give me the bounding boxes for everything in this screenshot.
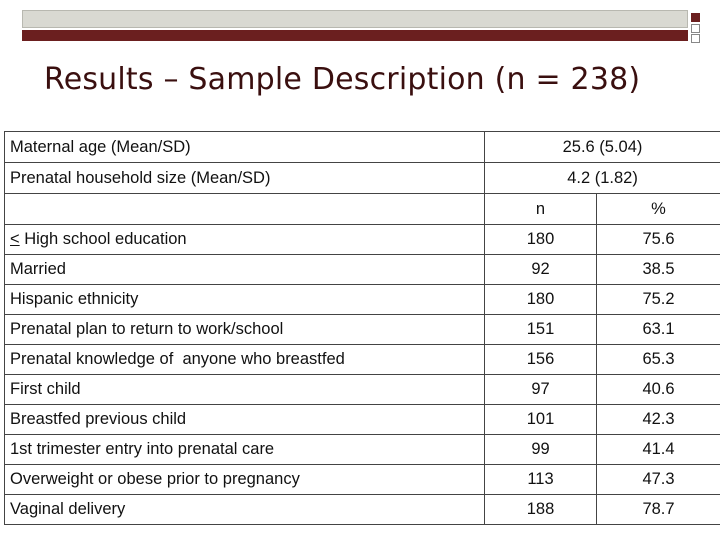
cell-n: 99 [485, 435, 597, 465]
table-row [5, 375, 720, 405]
table-row [5, 345, 720, 375]
cell-n: 97 [485, 375, 597, 405]
row-label-text: High school education [19, 230, 187, 248]
cell-n: 101 [485, 405, 597, 435]
table-row [5, 163, 720, 194]
cell-percent: 42.3 [597, 405, 720, 435]
row-label: Overweight or obese prior to pregnancy [5, 465, 485, 495]
summary-value: 25.6 (5.04) [485, 132, 720, 163]
decorative-square [691, 34, 700, 43]
cell-percent: 63.1 [597, 315, 720, 345]
table-row [5, 435, 720, 465]
row-label: Prenatal knowledge of anyone who breastfed [5, 345, 485, 375]
column-header-n: n [485, 194, 597, 225]
cell-percent: 38.5 [597, 255, 720, 285]
column-header-row [5, 194, 720, 225]
table-row [5, 285, 720, 315]
summary-value: 4.2 (1.82) [485, 163, 720, 194]
row-label: Married [5, 255, 485, 285]
cell-n: 113 [485, 465, 597, 495]
cell-percent: 65.3 [597, 345, 720, 375]
column-header-percent: % [597, 194, 720, 225]
decorative-header-bar [22, 10, 688, 28]
row-label: Hispanic ethnicity [5, 285, 485, 315]
decorative-square [691, 24, 700, 33]
row-label: Vaginal delivery [5, 495, 485, 525]
table-row [5, 132, 720, 163]
cell-n: 188 [485, 495, 597, 525]
less-than-symbol: < [10, 230, 20, 248]
decorative-accent-bar [22, 30, 688, 41]
empty-header-cell [5, 194, 485, 225]
table-row [5, 255, 720, 285]
cell-n: 180 [485, 225, 597, 255]
row-label: Prenatal plan to return to work/school [5, 315, 485, 345]
table-row [5, 465, 720, 495]
cell-percent: 47.3 [597, 465, 720, 495]
row-label: 1st trimester entry into prenatal care [5, 435, 485, 465]
table-row [5, 225, 720, 255]
table-row [5, 495, 720, 525]
table-row [5, 315, 720, 345]
decorative-square [691, 13, 700, 22]
slide-title: Results – Sample Description (n = 238) [44, 62, 641, 97]
row-label: Maternal age (Mean/SD) [5, 132, 485, 163]
row-label: Prenatal household size (Mean/SD) [5, 163, 485, 194]
row-label: Breastfed previous child [5, 405, 485, 435]
cell-percent: 78.7 [597, 495, 720, 525]
cell-percent: 40.6 [597, 375, 720, 405]
cell-percent: 41.4 [597, 435, 720, 465]
cell-percent: 75.6 [597, 225, 720, 255]
results-table [4, 131, 720, 525]
cell-n: 151 [485, 315, 597, 345]
row-label [5, 225, 485, 255]
cell-n: 180 [485, 285, 597, 315]
cell-n: 156 [485, 345, 597, 375]
cell-n: 92 [485, 255, 597, 285]
table-row [5, 405, 720, 435]
row-label: First child [5, 375, 485, 405]
cell-percent: 75.2 [597, 285, 720, 315]
